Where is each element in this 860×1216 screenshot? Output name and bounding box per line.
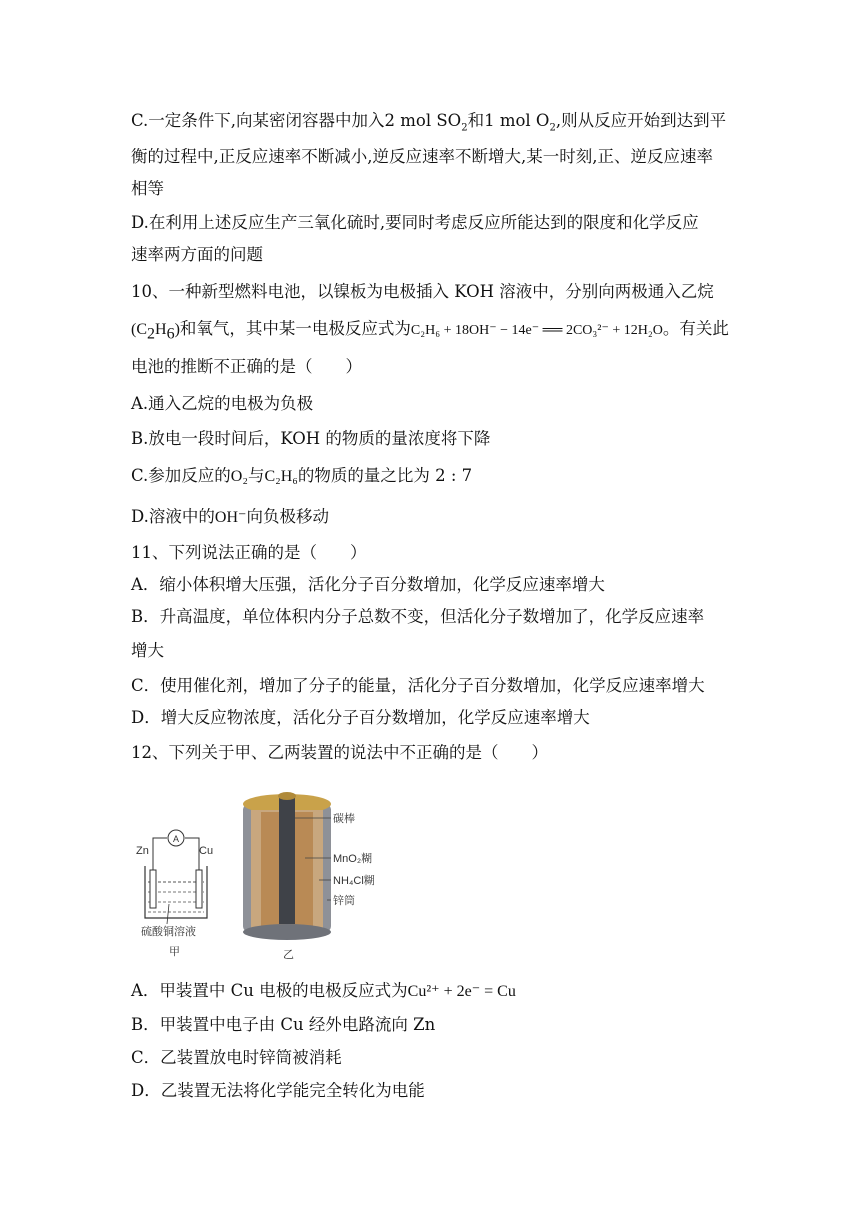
carbon-rod bbox=[279, 796, 295, 924]
figure-yi-caption: 乙 bbox=[283, 949, 294, 961]
q9-option-c-line2: 衡的过程中,正反应速率不断减小,逆反应速率不断增大,某一时刻,正、逆反应速率 bbox=[131, 147, 713, 166]
q11-option-d: D．增大反应物浓度，活化分子百分数增加，化学反应速率增大 bbox=[131, 708, 590, 727]
cu-electrode bbox=[196, 870, 202, 908]
q10-stem-line1: 10、一种新型燃料电池，以镍板为电极插入 KOH 溶液中，分别向两极通入乙烷 bbox=[131, 282, 714, 301]
q10-option-b: B.放电一段时间后，KOH 的物质的量浓度将下降 bbox=[131, 429, 491, 448]
figure-jia-galvanic-cell bbox=[131, 820, 221, 960]
solution-label: 硫酸铜溶液 bbox=[141, 926, 196, 938]
q12-option-b: B．甲装置中电子由 Cu 经外电路流向 Zn bbox=[131, 1015, 436, 1034]
ammeter-label: A bbox=[172, 834, 180, 844]
q11-option-b-line2: 增大 bbox=[131, 641, 164, 660]
q11-option-a: A．缩小体积增大压强，活化分子百分数增加，化学反应速率增大 bbox=[131, 575, 605, 594]
nh4cl-label: NH₄Cl糊 bbox=[333, 875, 375, 887]
q11-option-b-line1: B．升高温度，单位体积内分子总数不变，但活化分子数增加了，化学反应速率 bbox=[131, 607, 705, 626]
zinc-can-label: 锌筒 bbox=[333, 895, 355, 907]
q9-option-c-line1: C.一定条件下,向某密闭容器中加入2 mol $SO_2$和1 mol $O_2$,则从反应开始到达到平 bbox=[131, 111, 727, 134]
q10-option-c: C.参加反应的O₂与C₂H₆的物质的量之比为 2 : 7 bbox=[131, 466, 473, 485]
cu-label: Cu bbox=[199, 845, 214, 857]
zn-electrode bbox=[150, 870, 156, 908]
q10-option-a: A.通入乙烷的电极为负极 bbox=[131, 394, 314, 413]
q10-option-d: D.溶液中的OH⁻向负极移动 bbox=[131, 507, 329, 526]
zn-label: Zn bbox=[136, 845, 149, 857]
q9-option-d-line2: 速率两方面的问题 bbox=[131, 245, 263, 264]
q12-option-a: A．甲装置中 Cu 电极的电极反应式为Cu²⁺ + 2e⁻ = Cu bbox=[131, 981, 516, 1000]
q10-stem-line2: $(C_2H_6)$和氧气，其中某一电极反应式为C₂H₆ + 18OH⁻ − 14e⁻ ══ 2CO₃²⁻ + 12H₂O。有关此 bbox=[131, 319, 729, 343]
mno2-label: MnO₂糊 bbox=[333, 853, 373, 865]
carbon-rod-label: 碳棒 bbox=[333, 813, 355, 825]
q12-option-c: C．乙装置放电时锌筒被消耗 bbox=[131, 1048, 342, 1067]
figure-yi-dry-cell bbox=[235, 790, 395, 965]
q11-stem: 11、下列说法正确的是（ ） bbox=[131, 543, 367, 562]
q11-option-c: C．使用催化剂，增加了分子的能量，活化分子百分数增加，化学反应速率增大 bbox=[131, 676, 705, 695]
q12-option-d: D．乙装置无法将化学能完全转化为电能 bbox=[131, 1081, 425, 1100]
electrode-equation: C₂H₆ + 18OH⁻ − 14e⁻ ══ 2CO₃²⁻ + 12H₂O bbox=[410, 323, 663, 338]
q10-stem-line3: 电池的推断不正确的是（ ） bbox=[131, 357, 362, 376]
figure-jia-caption: 甲 bbox=[169, 946, 180, 958]
q9-option-c-line3: 相等 bbox=[131, 179, 164, 198]
q12-stem: 12、下列关于甲、乙两装置的说法中不正确的是（ ） bbox=[131, 743, 548, 762]
q9-option-d-line1: D.在利用上述反应生产三氧化硫时,要同时考虑反应所能达到的限度和化学反应 bbox=[131, 213, 699, 232]
